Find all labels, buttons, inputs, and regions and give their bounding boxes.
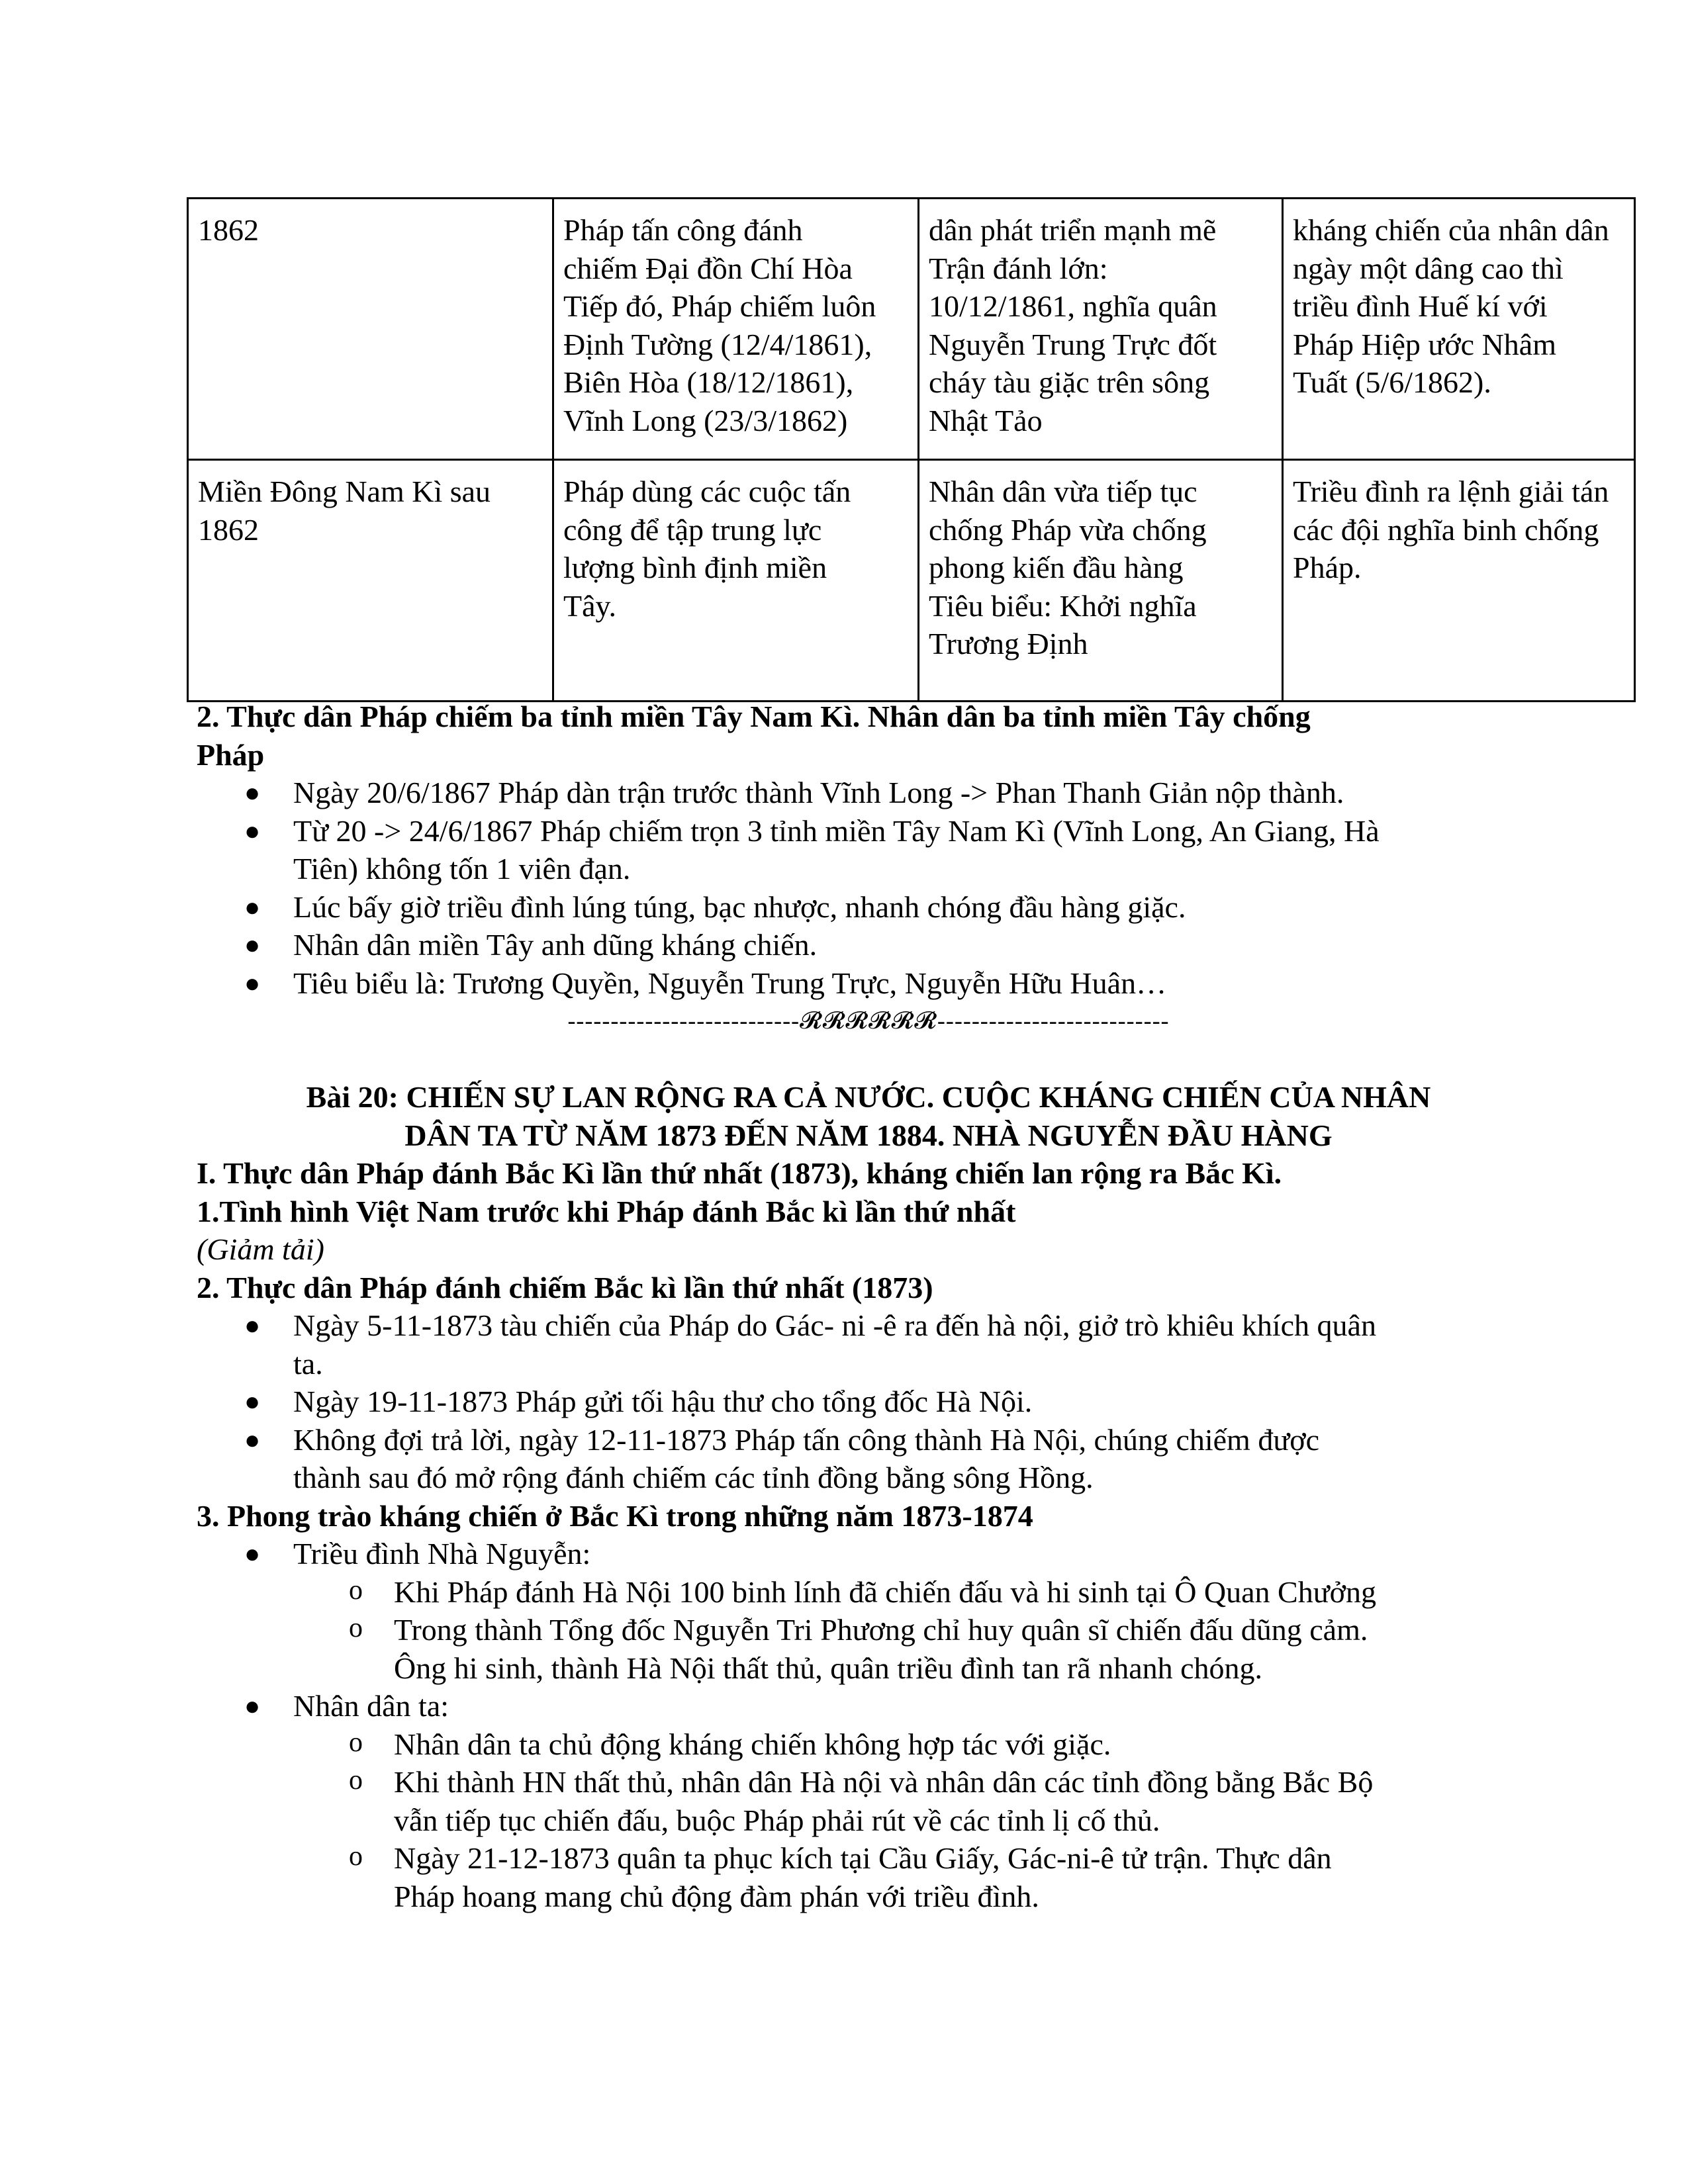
bullet-icon: ● (244, 815, 261, 846)
cell-line: Triều đình ra lệnh giải tán (1293, 475, 1609, 508)
sub-list-item: o Trong thành Tổng đốc Nguyễn Tri Phương chỉ huy quân sĩ chiến đấu dũng cảm. (197, 1611, 1540, 1649)
cell-line: Miền Đông Nam Kì sau (198, 475, 491, 508)
section-heading: 1.Tình hình Việt Nam trước khi Pháp đánh Bắc kì lần thứ nhất (197, 1194, 1016, 1228)
table-cell-french-actions (553, 460, 919, 702)
bullet-icon: ● (244, 778, 261, 807)
list-item-cont: thành sau đó mở rộng đánh chiếm các tỉnh đồng bằng sông Hồng. (293, 1461, 1094, 1494)
bullet-icon: ● (244, 1691, 261, 1721)
table-cell-people-resistance (919, 199, 1283, 460)
cell-line: các đội nghĩa binh chống (1293, 512, 1599, 547)
table-row (188, 199, 1635, 460)
bullet-icon: ● (244, 1310, 261, 1340)
table-cell-court-attitude (1283, 460, 1635, 702)
sub-list-item-cont: vẫn tiếp tục chiến đấu, buộc Pháp phải rút về các tỉnh lị cố thủ. (394, 1803, 1160, 1837)
bullet-icon: ● (244, 1387, 261, 1416)
cell-line: Nguyễn Trung Trực đốt (929, 327, 1217, 361)
table-row (188, 460, 1635, 702)
cell-line: Tuất (5/6/1862). (1293, 365, 1491, 399)
cell-line: Trận đánh lớn: (929, 251, 1108, 285)
cell-line: Tây. (563, 588, 617, 623)
history-table (187, 197, 1636, 702)
sub-list-item: o Khi Pháp đánh Hà Nội 100 binh lính đã chiến đấu và hi sinh tại Ô Quan Chưởng (197, 1573, 1540, 1612)
list-item: ● Triều đình Nhà Nguyễn: (197, 1535, 1540, 1573)
cell-line: Pháp dùng các cuộc tấn (563, 475, 851, 508)
cell-line: cháy tàu giặc trên sông (929, 365, 1210, 399)
cell-line: 10/12/1861, nghĩa quân (929, 289, 1217, 323)
cell-line: dân phát triển mạnh mẽ (929, 213, 1217, 247)
cell-line: Tiêu biểu: Khởi nghĩa (929, 588, 1197, 623)
bullet-icon: ● (244, 968, 261, 998)
circle-bullet-icon: o (349, 1727, 363, 1758)
list-item: ● Tiêu biểu là: Trương Quyền, Nguyễn Trung Trực, Nguyễn Hữu Huân… (197, 964, 1540, 1003)
table-cell-french-actions (553, 199, 919, 460)
decorative-divider: ---------------------------𝓡𝓡𝓡𝓡𝓡𝓡--------------------------- (567, 1007, 1170, 1034)
cell-line: Trương Định (929, 627, 1088, 660)
cell-line: 1862 (198, 512, 259, 547)
part-heading: I. Thực dân Pháp đánh Bắc Kì lần thứ nhất (1873), kháng chiến lan rộng ra Bắc Kì. (197, 1156, 1282, 1190)
section-heading: 2. Thực dân Pháp đánh chiếm Bắc kì lần thứ nhất (1873) (197, 1270, 933, 1304)
document-body (197, 698, 1540, 1915)
table-cell-period (188, 460, 553, 702)
table-cell-court-attitude (1283, 199, 1635, 460)
cell-line: phong kiến đầu hàng (929, 551, 1184, 584)
list-item: ● Ngày 20/6/1867 Pháp dàn trận trước thành Vĩnh Long -> Phan Thanh Giản nộp thành. (197, 774, 1540, 812)
sub-list-item-cont: Pháp hoang mang chủ động đàm phán với triều đình. (394, 1879, 1039, 1913)
cell-line: Định Tường (12/4/1861), (563, 327, 872, 361)
cell-line: kháng chiến của nhân dân (1293, 213, 1609, 247)
table-cell-period (188, 199, 553, 460)
list-item: ● Ngày 5-11-1873 tàu chiến của Pháp do Gác- ni -ê ra đến hà nội, giở trò khiêu khích quân (197, 1306, 1540, 1345)
section-heading: 3. Phong trào kháng chiến ở Bắc Kì trong những năm 1873-1874 (197, 1498, 1033, 1533)
list-item-cont: ta. (293, 1346, 323, 1381)
cell-line: lượng bình định miền (563, 551, 827, 584)
list-item: ● Từ 20 -> 24/6/1867 Pháp chiếm trọn 3 tỉnh miền Tây Nam Kì (Vĩnh Long, An Giang, Hà (197, 812, 1540, 850)
circle-bullet-icon: o (349, 1613, 363, 1643)
bullet-icon: ● (244, 1539, 261, 1569)
section-heading: 2. Thực dân Pháp chiếm ba tỉnh miền Tây Nam Kì. Nhân dân ba tỉnh miền Tây chống (197, 700, 1311, 733)
section-note: (Giảm tải) (197, 1232, 324, 1266)
lesson-title-cont: DÂN TA TỪ NĂM 1873 ĐẾN NĂM 1884. NHÀ NGUYỄN ĐẦU HÀNG (404, 1118, 1333, 1152)
list-item: ● Nhân dân miền Tây anh dũng kháng chiến. (197, 926, 1540, 964)
lesson-title: Bài 20: CHIẾN SỰ LAN RỘNG RA CẢ NƯỚC. CUỘC KHÁNG CHIẾN CỦA NHÂN (306, 1080, 1431, 1114)
sub-list-item: o Nhân dân ta chủ động kháng chiến không hợp tác với giặc. (197, 1725, 1540, 1764)
cell-line: Pháp tấn công đánh (563, 213, 803, 247)
cell-line: Pháp Hiệp ước Nhâm (1293, 327, 1557, 361)
bullet-icon: ● (244, 891, 261, 922)
bullet-icon: ● (244, 930, 261, 960)
sub-list-item-cont: Ông hi sinh, thành Hà Nội thất thủ, quân triều đình tan rã nhanh chóng. (394, 1651, 1263, 1685)
cell-line: chống Pháp vừa chống (929, 512, 1207, 547)
cell-line: công để tập trung lực (563, 512, 822, 547)
cell-line: ngày một dâng cao thì (1293, 251, 1564, 285)
cell-line: 1862 (198, 213, 259, 247)
bullet-icon: ● (244, 1424, 261, 1455)
list-item: ● Nhân dân ta: (197, 1687, 1540, 1725)
cell-line: Nhân dân vừa tiếp tục (929, 475, 1197, 508)
list-item: ● Không đợi trả lời, ngày 12-11-1873 Pháp tấn công thành Hà Nội, chúng chiếm được (197, 1421, 1540, 1459)
list-item: ● Lúc bấy giờ triều đình lúng túng, bạc nhược, nhanh chóng đầu hàng giặc. (197, 888, 1540, 927)
section-heading-cont: Pháp (197, 737, 265, 772)
sub-list-item: o Khi thành HN thất thủ, nhân dân Hà nội và nhân dân các tỉnh đồng bằng Bắc Bộ (197, 1763, 1540, 1801)
cell-line: Biên Hòa (18/12/1861), (563, 365, 854, 399)
cell-line: Pháp. (1293, 551, 1362, 584)
cell-line: Nhật Tảo (929, 403, 1043, 437)
circle-bullet-icon: o (349, 1765, 363, 1796)
cell-line: Tiếp đó, Pháp chiếm luôn (563, 289, 876, 323)
circle-bullet-icon: o (349, 1574, 363, 1606)
cell-line: Vĩnh Long (23/3/1862) (563, 403, 848, 437)
cell-line: triều đình Huế kí với (1293, 289, 1548, 323)
list-item-cont: Tiên) không tốn 1 viên đạn. (293, 852, 631, 886)
circle-bullet-icon: o (349, 1841, 363, 1872)
sub-list-item: o Ngày 21-12-1873 quân ta phục kích tại Cầu Giấy, Gác-ni-ê tử trận. Thực dân (197, 1839, 1540, 1878)
list-item: ● Ngày 19-11-1873 Pháp gửi tối hậu thư cho tổng đốc Hà Nội. (197, 1383, 1540, 1421)
cell-line: chiếm Đại đồn Chí Hòa (563, 251, 853, 285)
table-cell-people-resistance (919, 460, 1283, 702)
